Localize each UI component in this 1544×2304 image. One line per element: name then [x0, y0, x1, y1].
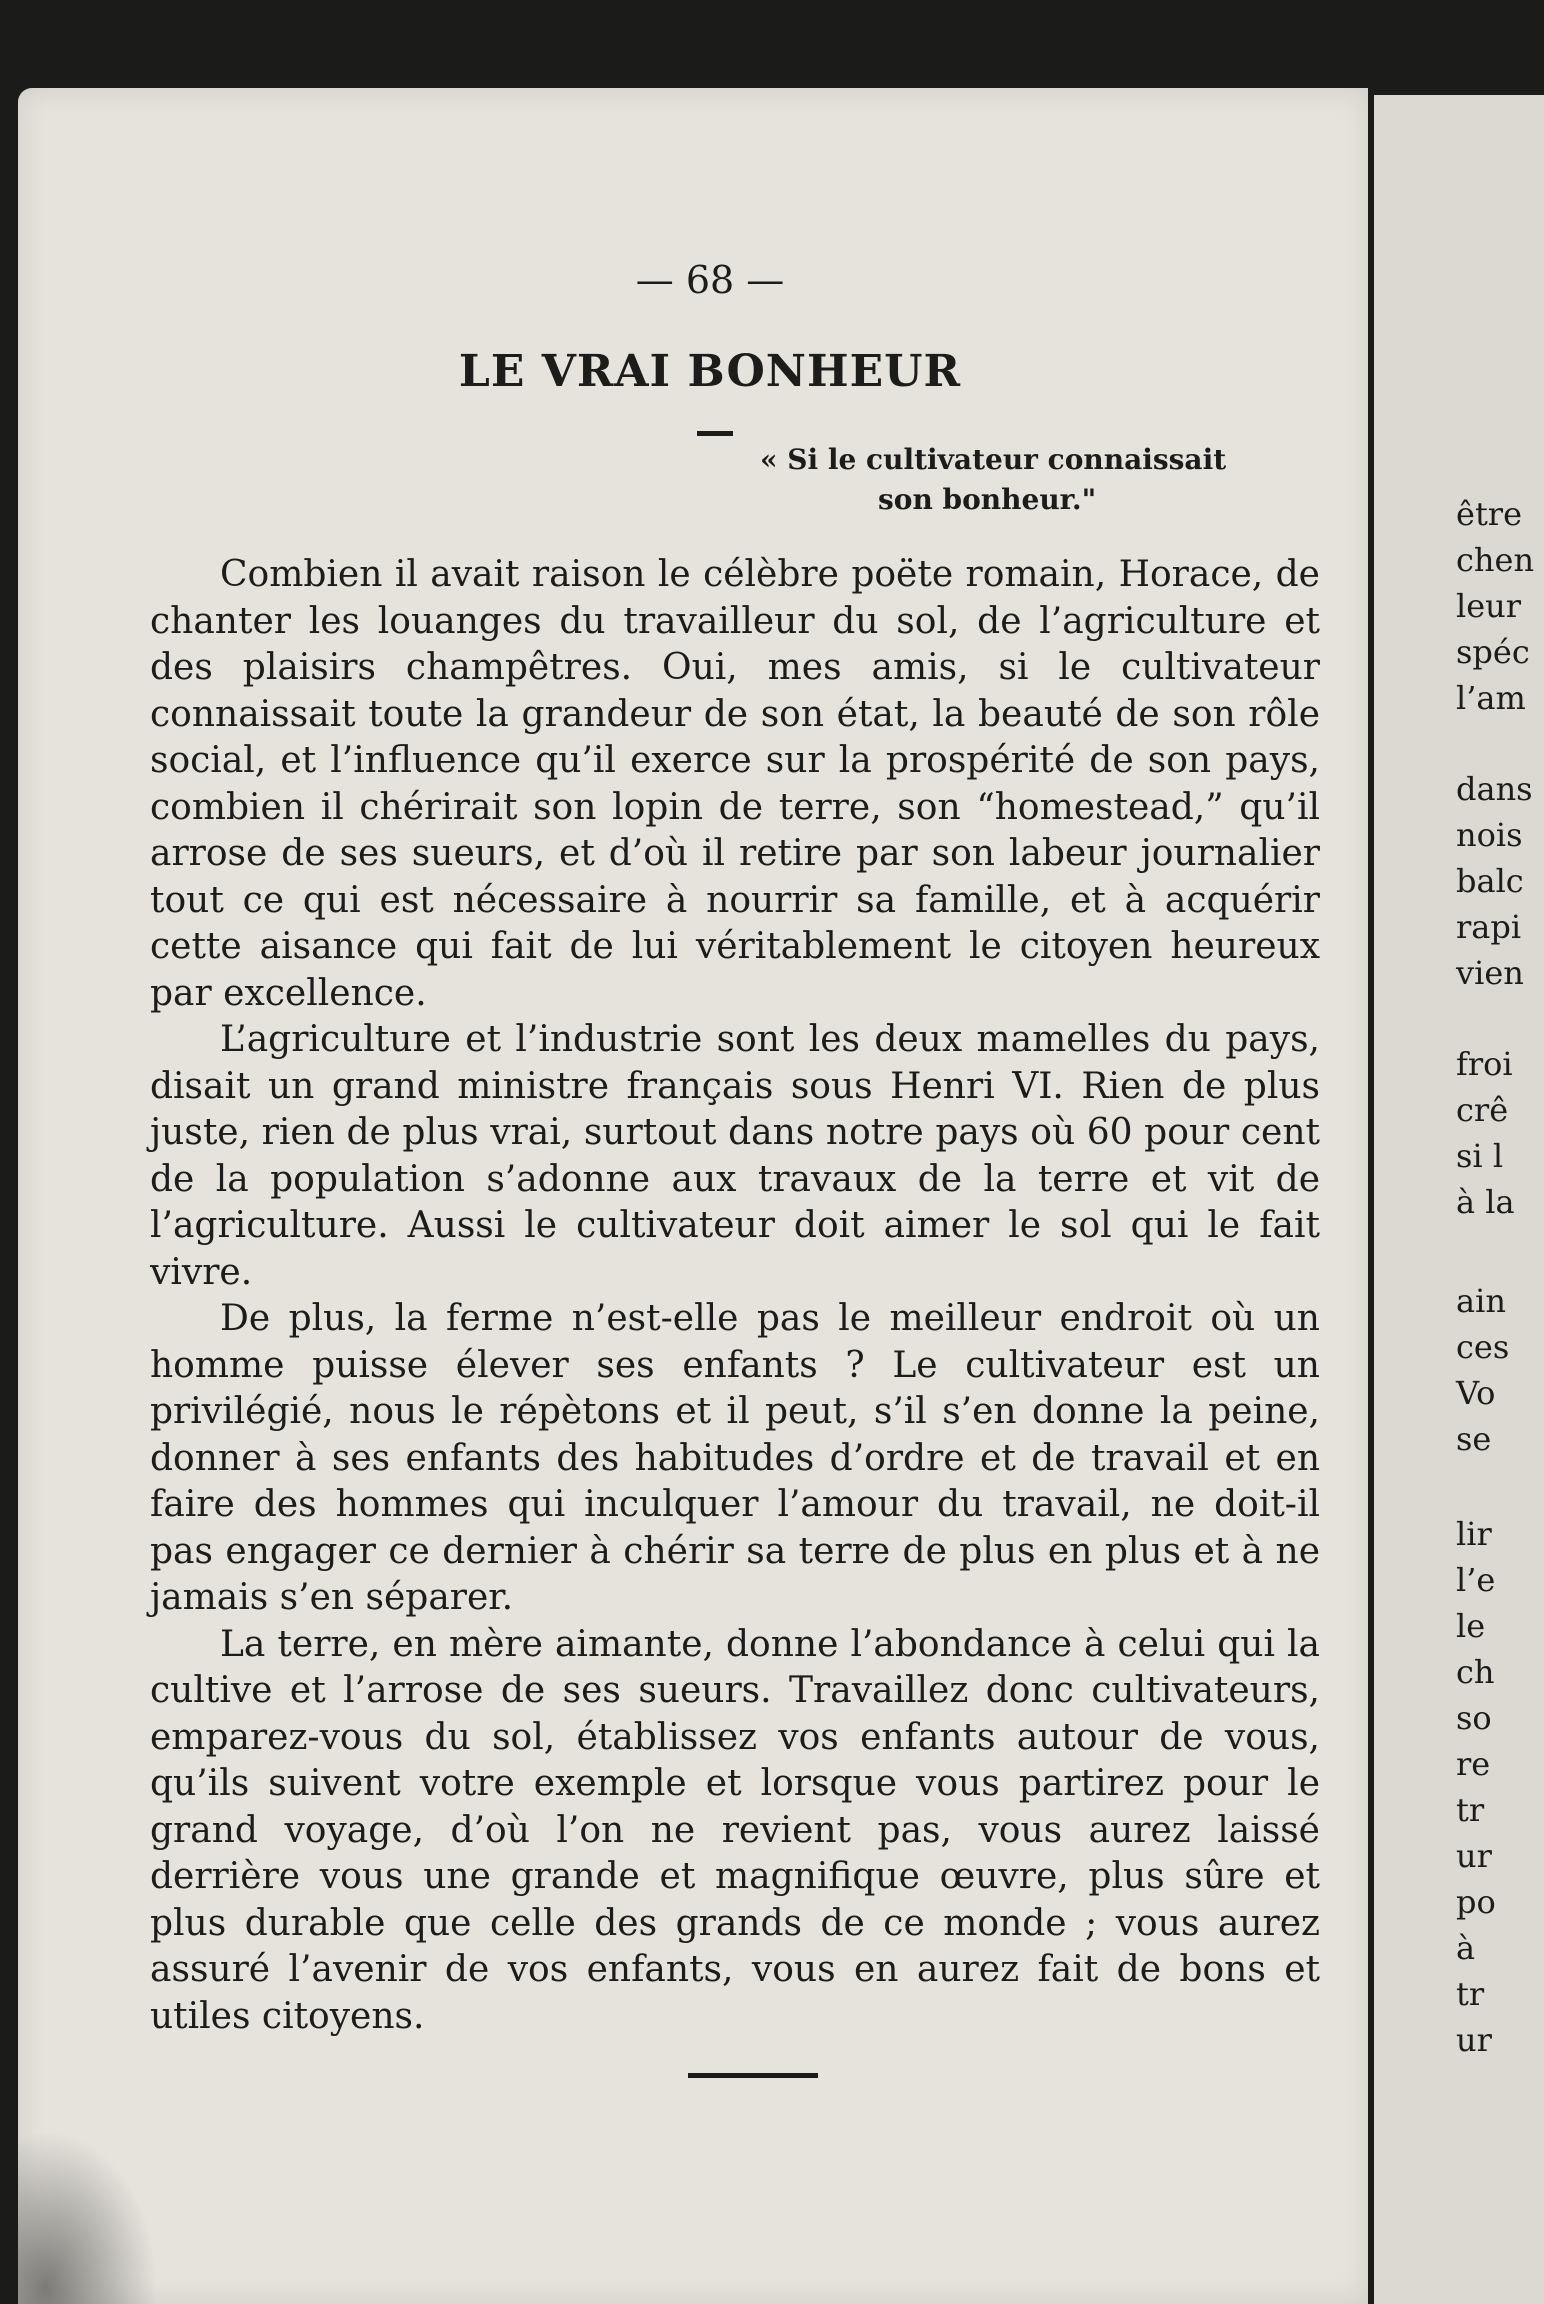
epigraph-line-1: « Si le cultivateur connaissait: [760, 443, 1227, 476]
scan-left-border: [0, 0, 20, 2304]
facing-fragment: ur: [1456, 1837, 1492, 1875]
article-body: [150, 552, 1320, 2040]
facing-fragment: ces: [1456, 1328, 1510, 1366]
facing-fragment: à la: [1456, 1183, 1515, 1221]
facing-fragment: froi: [1456, 1045, 1513, 1083]
facing-fragment: so: [1456, 1699, 1492, 1737]
facing-fragment: ch: [1456, 1653, 1495, 1691]
facing-fragment: balc: [1456, 862, 1524, 900]
facing-fragment: chen: [1456, 541, 1535, 579]
facing-fragment: dans: [1456, 770, 1533, 808]
facing-fragment: ain: [1456, 1282, 1506, 1320]
facing-fragment: se: [1456, 1420, 1492, 1458]
facing-fragment: spéc: [1456, 633, 1530, 671]
facing-fragment: rapi: [1456, 908, 1522, 946]
epigraph-line-2: son bonheur.": [878, 483, 1097, 516]
facing-fragment: ur: [1456, 2021, 1492, 2059]
facing-fragment: l’e: [1456, 1561, 1496, 1599]
facing-fragment: l’am: [1456, 679, 1526, 717]
title-divider: [697, 431, 733, 436]
facing-fragment: po: [1456, 1883, 1496, 1921]
paragraph-2: L’agriculture et l’industrie sont les deux mamelles du pays, disait un grand ministre français sous Henri VI. Rien de plus juste, rien de plus vrai, surtout dans notre pays où 60 pour cent de la population s’adonne aux travaux de la terre et vit de l’agriculture. Aussi le cultivateur doit aimer le sol qui le fait vivre.: [150, 1019, 1320, 1293]
facing-fragment: si l: [1456, 1137, 1504, 1175]
paragraph-1: Combien il avait raison le célèbre poëte romain, Horace, de chanter les louanges du travailleur du sol, de l’agriculture et des plaisirs champêtres. Oui, mes amis, si le cultivateur connaissait toute la grandeur de son état, la beauté de son rôle social, et l’influence qu’il exerce sur la prospérité de son pays, combien il chérirait son lopin de terre, son “homestead,” qu’il arrose de ses sueurs, et d’où il retire par son labeur journalier tout ce qui est nécessaire à nourrir sa famille, et à acquérir cette aisance qui fait de lui véritablement le citoyen heureux par excellence.: [150, 554, 1320, 1014]
scan-top-border: [0, 0, 1544, 95]
end-divider: [688, 2073, 818, 2078]
facing-fragment: crê: [1456, 1091, 1509, 1129]
facing-fragment: tr: [1456, 1975, 1485, 2013]
epigraph: [760, 440, 1320, 520]
facing-fragment: vien: [1456, 954, 1524, 992]
facing-fragment: lir: [1456, 1515, 1492, 1553]
paragraph-4: La terre, en mère aimante, donne l’abondance à celui qui la cultive et l’arrose de ses sueurs. Travaillez donc cultivateurs, emparez-vous du sol, établissez vos enfants autour de vous, qu’ils suivent votre exemple et lorsque vous partirez pour le grand voyage, d’où l’on ne revient pas, vous aurez laissé derrière vous une grande et magnifique œuvre, plus sûre et plus durable que celle des grands de ce monde ; vous aurez assuré l’avenir de vos enfants, vous en aurez fait de bons et utiles citoyens.: [150, 1623, 1320, 2037]
facing-fragment: tr: [1456, 1791, 1485, 1829]
facing-fragment: leur: [1456, 587, 1522, 625]
facing-fragment: le: [1456, 1607, 1486, 1645]
page-title: LE VRAI BONHEUR: [458, 346, 962, 397]
facing-fragment: être: [1456, 495, 1523, 533]
paragraph-3: De plus, la ferme n’est-elle pas le meilleur endroit où un homme puisse élever ses enfants ? Le cultivateur est un privilégié, nous le répètons et il peut, s’il s’en donne la peine, donner à ses enfants des habitudes d’ordre et de travail et en faire des hommes qui inculquer l’amour du travail, ne doit-il pas engager ce dernier à chérir sa terre de plus en plus et à ne jamais s’en séparer.: [150, 1298, 1320, 1618]
facing-fragment: nois: [1456, 816, 1523, 854]
facing-fragment: Vo: [1456, 1374, 1496, 1412]
page-shadow: [18, 2130, 158, 2304]
page-number: — 68 —: [635, 258, 785, 302]
facing-fragment: re: [1456, 1745, 1491, 1783]
facing-fragment: à: [1456, 1929, 1476, 1967]
